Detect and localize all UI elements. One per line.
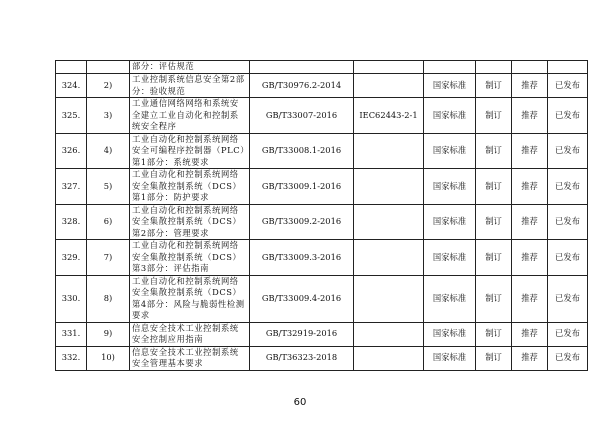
standard-name-cell: 工业自动化和控制系统网络安全集散控制系统（DCS）第2部分：管理要求: [130, 204, 250, 240]
nature-cell: 推荐: [512, 322, 548, 346]
international-standard-cell: [354, 240, 424, 276]
row-number-cell: 329.: [56, 240, 87, 276]
nature-cell: 推荐: [512, 204, 548, 240]
standard-name-cell: 工业自动化和控制系统网络安全集散控制系统（DCS）第3部分：评估指南: [130, 240, 250, 276]
international-standard-cell: [354, 133, 424, 169]
nature-cell: 推荐: [512, 346, 548, 370]
sub-number-cell: 5): [87, 169, 130, 205]
nature-cell: 推荐: [512, 74, 548, 98]
standard-name-cell: 工业自动化和控制系统网络安全集散控制系统（DCS）第4部分：风险与脆弱性检测要求: [130, 275, 250, 322]
status-cell: 已发布: [548, 240, 588, 276]
nature-cell: [512, 61, 548, 74]
standard-name-cell: 部分：评估规范: [130, 61, 250, 74]
nature-cell: 推荐: [512, 133, 548, 169]
standard-level-cell: 国家标准: [424, 346, 476, 370]
table-row: [56, 346, 588, 370]
project-type-cell: 制订: [476, 133, 512, 169]
project-type-cell: [476, 61, 512, 74]
row-number-cell: 326.: [56, 133, 87, 169]
project-type-cell: 制订: [476, 240, 512, 276]
international-standard-cell: [354, 322, 424, 346]
status-cell: 已发布: [548, 98, 588, 134]
standard-level-cell: 国家标准: [424, 204, 476, 240]
row-number-cell: 330.: [56, 275, 87, 322]
standard-level-cell: 国家标准: [424, 169, 476, 205]
row-number-cell: 328.: [56, 204, 87, 240]
page-number: 60: [293, 397, 307, 408]
sub-number-cell: 4): [87, 133, 130, 169]
standard-level-cell: 国家标准: [424, 133, 476, 169]
table-row: [56, 98, 588, 134]
international-standard-cell: [354, 61, 424, 74]
table-row: [56, 61, 588, 74]
standard-code-cell: GB/T30976.2-2014: [250, 74, 354, 98]
table-row: [56, 74, 588, 98]
standard-code-cell: GB/T33007-2016: [250, 98, 354, 134]
status-cell: 已发布: [548, 346, 588, 370]
international-standard-cell: [354, 169, 424, 205]
nature-cell: 推荐: [512, 169, 548, 205]
table-row: [56, 133, 588, 169]
project-type-cell: 制订: [476, 346, 512, 370]
table-row: [56, 169, 588, 205]
row-number-cell: 331.: [56, 322, 87, 346]
status-cell: 已发布: [548, 322, 588, 346]
standard-code-cell: GB/T33008.1-2016: [250, 133, 354, 169]
international-standard-cell: IEC62443-2-1: [354, 98, 424, 134]
sub-number-cell: [87, 61, 130, 74]
table-row: [56, 240, 588, 276]
standard-name-cell: 工业自动化和控制系统网络安全可编程序控制器（PLC）第1部分：系统要求: [130, 133, 250, 169]
international-standard-cell: [354, 74, 424, 98]
table-row: [56, 204, 588, 240]
status-cell: 已发布: [548, 204, 588, 240]
standard-level-cell: [424, 61, 476, 74]
sub-number-cell: 10): [87, 346, 130, 370]
sub-number-cell: 6): [87, 204, 130, 240]
row-number-cell: 327.: [56, 169, 87, 205]
sub-number-cell: 8): [87, 275, 130, 322]
nature-cell: 推荐: [512, 240, 548, 276]
project-type-cell: 制订: [476, 275, 512, 322]
standard-level-cell: 国家标准: [424, 322, 476, 346]
status-cell: 已发布: [548, 169, 588, 205]
standard-name-cell: 信息安全技术工业控制系统安全管理基本要求: [130, 346, 250, 370]
standard-level-cell: 国家标准: [424, 275, 476, 322]
sub-number-cell: 2): [87, 74, 130, 98]
project-type-cell: 制订: [476, 204, 512, 240]
standard-level-cell: 国家标准: [424, 74, 476, 98]
row-number-cell: 332.: [56, 346, 87, 370]
standard-name-cell: 工业通信网络网络和系统安全建立工业自动化和控制系统安全程序: [130, 98, 250, 134]
standard-code-cell: GB/T33009.2-2016: [250, 204, 354, 240]
standard-code-cell: GB/T36323-2018: [250, 346, 354, 370]
sub-number-cell: 7): [87, 240, 130, 276]
table-row: [56, 275, 588, 322]
status-cell: 已发布: [548, 275, 588, 322]
project-type-cell: 制订: [476, 169, 512, 205]
international-standard-cell: [354, 275, 424, 322]
status-cell: [548, 61, 588, 74]
status-cell: 已发布: [548, 133, 588, 169]
table-body: [56, 61, 588, 371]
row-number-cell: 325.: [56, 98, 87, 134]
standard-name-cell: 工业自动化和控制系统网络安全集散控制系统（DCS）第1部分：防护要求: [130, 169, 250, 205]
standard-level-cell: 国家标准: [424, 98, 476, 134]
standards-table: [55, 60, 588, 371]
standard-code-cell: GB/T33009.4-2016: [250, 275, 354, 322]
standard-code-cell: GB/T33009.3-2016: [250, 240, 354, 276]
status-cell: 已发布: [548, 74, 588, 98]
project-type-cell: 制订: [476, 322, 512, 346]
international-standard-cell: [354, 204, 424, 240]
row-number-cell: [56, 61, 87, 74]
sub-number-cell: 3): [87, 98, 130, 134]
nature-cell: 推荐: [512, 275, 548, 322]
standard-code-cell: [250, 61, 354, 74]
project-type-cell: 制订: [476, 74, 512, 98]
standard-code-cell: GB/T32919-2016: [250, 322, 354, 346]
project-type-cell: 制订: [476, 98, 512, 134]
standard-code-cell: GB/T33009.1-2016: [250, 169, 354, 205]
nature-cell: 推荐: [512, 98, 548, 134]
table-row: [56, 322, 588, 346]
standard-level-cell: 国家标准: [424, 240, 476, 276]
standard-name-cell: 工业控制系统信息安全第2部分：验收规范: [130, 74, 250, 98]
row-number-cell: 324.: [56, 74, 87, 98]
sub-number-cell: 9): [87, 322, 130, 346]
international-standard-cell: [354, 346, 424, 370]
standard-name-cell: 信息安全技术工业控制系统安全控制应用指南: [130, 322, 250, 346]
